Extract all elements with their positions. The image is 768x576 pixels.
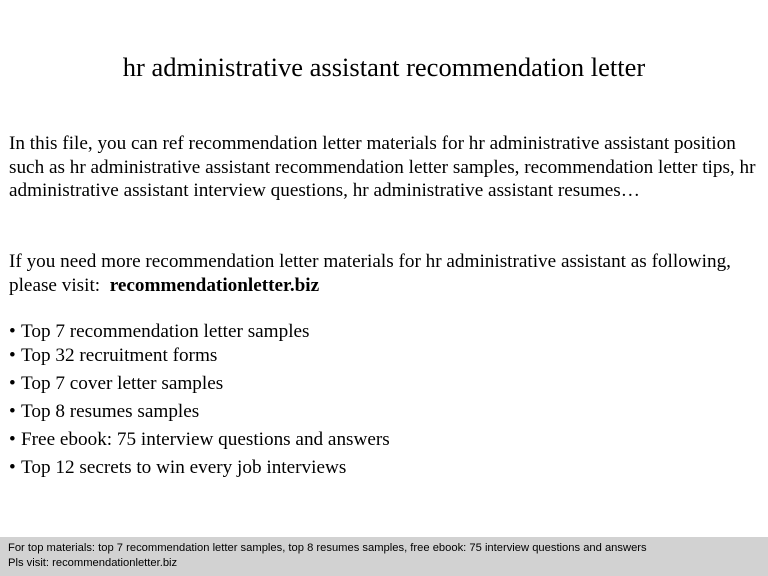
footer-line-materials: For top materials: top 7 recommendation letter samples, top 8 resumes samples, free ebook: 75 interview questions and answers bbox=[8, 542, 647, 554]
list-item bbox=[9, 344, 390, 372]
list-item-label: Top 7 recommendation letter samples bbox=[21, 321, 310, 342]
bullet-icon: • bbox=[9, 321, 16, 342]
bullet-icon: • bbox=[9, 373, 16, 394]
list-item bbox=[9, 456, 390, 484]
bullet-icon: • bbox=[9, 345, 16, 366]
list-item-label: Top 7 cover letter samples bbox=[21, 373, 224, 394]
list-item-label: Free ebook: 75 interview questions and answers bbox=[21, 429, 390, 450]
list-item bbox=[9, 372, 390, 400]
list-item bbox=[9, 320, 390, 344]
list-item bbox=[9, 428, 390, 456]
footer-banner bbox=[0, 537, 768, 576]
site-link[interactable]: recommendationletter.biz bbox=[109, 274, 320, 296]
bullet-icon: • bbox=[9, 429, 16, 450]
list-item-label: Top 8 resumes samples bbox=[21, 401, 200, 422]
page-title: hr administrative assistant recommendation letter bbox=[122, 52, 646, 82]
intro-paragraph: In this file, you can ref recommendation letter materials for hr administrative assistant position such as hr administrative assistant recommendation letter samples, recommendation letter tips, hr administrative assistant interview questions, hr administrative assistant resumes… bbox=[9, 133, 756, 201]
visit-paragraph bbox=[9, 250, 761, 297]
bullet-icon: • bbox=[9, 457, 16, 478]
visit-text: If you need more recommendation letter materials for hr administrative assistant as following, please visit: bbox=[9, 251, 731, 296]
list-item-label: Top 12 secrets to win every job interviews bbox=[21, 457, 347, 478]
footer-line-visit: Pls visit: recommendationletter.biz bbox=[8, 557, 178, 569]
bullet-icon: • bbox=[9, 401, 16, 422]
materials-list bbox=[9, 320, 390, 484]
list-item bbox=[9, 400, 390, 428]
list-item-label: Top 32 recruitment forms bbox=[21, 345, 218, 366]
